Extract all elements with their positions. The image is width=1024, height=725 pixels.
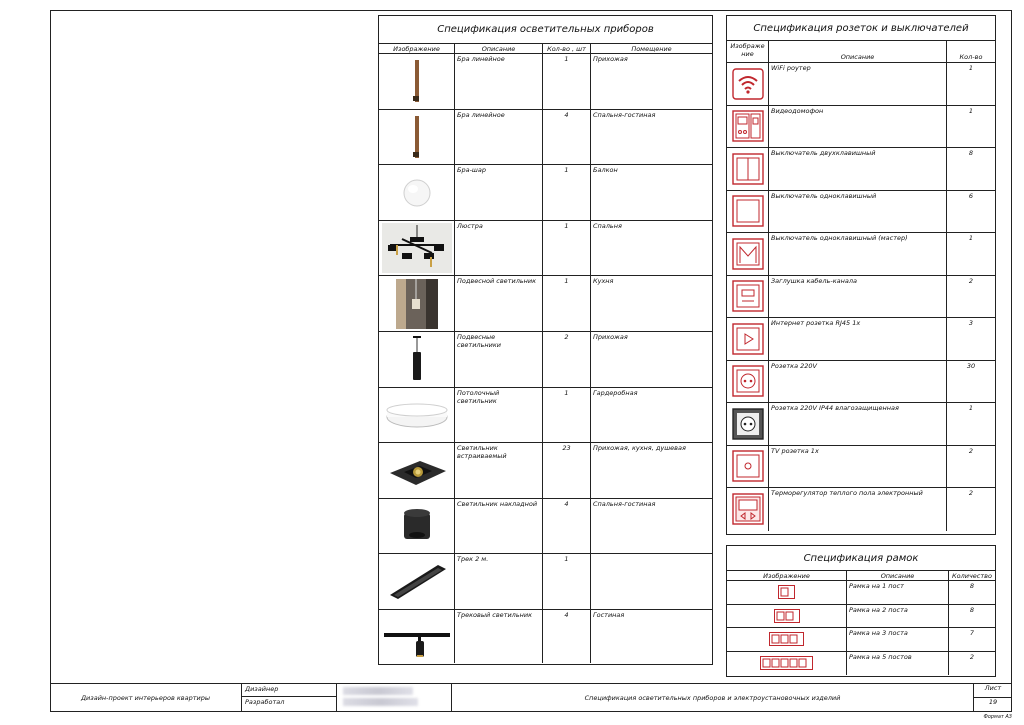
row-room: Гардеробная [593, 388, 638, 397]
table-row [727, 148, 995, 191]
paper-format: Формат А3 [983, 714, 1012, 720]
row-description: Видеодомофон [769, 106, 947, 148]
row-description: Рамка на 3 поста [847, 628, 949, 651]
row-description: Выключатель одноклавишный [769, 191, 947, 233]
row-description: Рамка на 5 постов [847, 652, 949, 676]
row-quantity: 1 [968, 106, 974, 115]
table-row [727, 488, 995, 531]
sphere-sconce-thumbnail [379, 165, 455, 220]
chandelier-thumbnail [379, 221, 455, 276]
single-switch-icon [727, 191, 769, 233]
row-room: Прихожая [593, 55, 628, 63]
row-quantity: 1 [543, 54, 591, 109]
header-image: Изображение [727, 571, 847, 580]
ceiling-disc-thumbnail [379, 388, 455, 443]
row-description: Интернет розетка RJ45 1х [769, 318, 947, 360]
table-row [379, 610, 712, 663]
frame-5-post-icon [727, 652, 847, 676]
table-row [379, 443, 712, 499]
tv-socket-icon [727, 446, 769, 488]
frames-spec-title: Спецификация рамок [727, 546, 995, 571]
pendant-interior-thumbnail [379, 276, 455, 331]
table-row [727, 446, 995, 489]
table-row [727, 361, 995, 404]
sheet-number-box [974, 684, 1012, 712]
row-quantity: 1 [543, 388, 591, 443]
table-row [379, 165, 712, 221]
row-description: Подвесные светильники [455, 332, 543, 387]
recessed-light-thumbnail [379, 443, 455, 498]
cable-plug-icon [727, 276, 769, 318]
project-name [50, 684, 242, 712]
row-description: Подвесной светильник [455, 276, 543, 331]
names-column [337, 684, 452, 712]
row-room: Прихожая [593, 332, 628, 341]
designer-label: Дизайнер [242, 684, 336, 697]
row-description: Рамка на 1 пост [847, 581, 949, 604]
sockets-spec-title: Спецификация розеток и выключателей [727, 16, 995, 41]
row-description: Розетка 220V IP44 влагозащищенная [769, 403, 947, 445]
header-description: Описание [455, 44, 543, 53]
row-description: Розетка 220V [769, 361, 947, 403]
table-row [727, 318, 995, 361]
sockets-spec-header [727, 41, 995, 63]
table-row [379, 554, 712, 610]
row-description: Заглушка кабель-канала [769, 276, 947, 318]
table-row [379, 54, 712, 110]
row-description: Светильник встраиваемый [455, 443, 543, 498]
frame-2-post-icon [727, 605, 847, 628]
lighting-spec-title: Спецификация осветительных приборов [379, 16, 712, 44]
row-description: Бра-шар [455, 165, 543, 220]
roles-column [242, 684, 337, 712]
linear-wall-sconce-thumbnail [379, 110, 455, 165]
row-quantity: 1 [968, 64, 974, 72]
table-row [379, 499, 712, 555]
table-row [379, 221, 712, 277]
row-room: Прихожая, кухня, душевая [593, 444, 686, 453]
table-row [727, 605, 995, 629]
sockets-spec-table [726, 15, 996, 535]
sheet-number: 19 [988, 698, 998, 706]
header-description: Описание [847, 571, 949, 580]
row-room: Кухня [593, 277, 614, 286]
row-room: Гостиная [593, 610, 625, 619]
waterproof-socket-icon [727, 403, 769, 445]
row-description: Люстра [455, 221, 543, 276]
table-row [727, 628, 995, 652]
table-row [379, 332, 712, 388]
row-description: Терморегулятор теплого пола электронный [769, 488, 947, 531]
row-quantity: 1 [543, 276, 591, 331]
redacted-name [343, 698, 418, 706]
title-block [50, 683, 1012, 712]
frame-1-post-icon [727, 581, 847, 604]
table-row [727, 403, 995, 446]
row-quantity: 30 [966, 361, 976, 370]
row-quantity: 3 [968, 319, 974, 327]
lighting-spec-table [378, 15, 713, 665]
row-room: Балкон [593, 166, 618, 175]
table-row [379, 276, 712, 332]
header-image: Изображение [727, 41, 769, 62]
thermostat-icon [727, 488, 769, 531]
row-description: Трек 2 м. [455, 554, 543, 609]
row-description: Выключатель одноклавишный (мастер) [769, 233, 947, 275]
sheet-title [452, 684, 974, 712]
header-image: Изображение [379, 44, 455, 53]
row-quantity: 8 [968, 149, 974, 157]
frames-spec-header [727, 571, 995, 581]
row-quantity: 2 [969, 652, 975, 661]
row-description: Бра линейное [455, 110, 543, 165]
header-quantity: Кол-во [959, 53, 983, 61]
row-description: Трековый светильник [455, 610, 543, 663]
row-description: Выключатель двухклавишный [769, 148, 947, 190]
header-quantity: Количество [952, 572, 992, 580]
project-name-text: Дизайн-проект интерьеров квартиры [80, 694, 211, 702]
row-quantity: 2 [543, 332, 591, 387]
row-quantity: 1 [968, 234, 974, 242]
row-room [591, 554, 712, 609]
row-quantity: 8 [969, 605, 975, 614]
row-description: Потолочный светильник [455, 388, 543, 443]
row-quantity: 1 [968, 404, 974, 412]
sheet-title-text: Спецификация осветительных приборов и электроустановочных изделий [584, 694, 841, 702]
developer-label: Разработал [245, 698, 285, 707]
surface-light-thumbnail [379, 499, 455, 554]
row-description: Светильник накладной [455, 499, 543, 554]
row-room: Спальня-гостиная [593, 499, 656, 508]
frame-3-post-icon [727, 628, 847, 651]
table-row [727, 191, 995, 234]
row-quantity: 2 [968, 446, 974, 455]
wifi-icon [727, 63, 769, 105]
header-room: Помещение [631, 45, 672, 53]
row-quantity: 1 [543, 165, 591, 220]
row-room: Спальня-гостиная [593, 110, 656, 119]
row-quantity: 23 [543, 443, 591, 498]
row-description: TV розетка 1х [769, 446, 947, 488]
header-description: Описание [769, 41, 947, 62]
redacted-name [343, 687, 413, 695]
pendant-cylinder-thumbnail [379, 332, 455, 387]
row-quantity: 7 [969, 629, 975, 637]
row-room: Спальня [593, 221, 622, 230]
table-row [727, 276, 995, 319]
double-switch-icon [727, 148, 769, 190]
power-socket-icon [727, 361, 769, 403]
table-row [727, 652, 995, 676]
row-quantity: 4 [543, 110, 591, 165]
sheet-label: Лист [974, 684, 1012, 698]
table-row [727, 63, 995, 106]
row-quantity: 2 [968, 489, 974, 497]
row-quantity: 8 [969, 582, 975, 590]
lighting-spec-header [379, 44, 712, 54]
row-quantity: 6 [968, 191, 974, 200]
table-row [727, 106, 995, 149]
row-quantity: 1 [543, 221, 591, 276]
intercom-icon [727, 106, 769, 148]
track-rail-thumbnail [379, 554, 455, 609]
row-description: WiFi роутер [769, 63, 947, 105]
row-quantity: 4 [543, 610, 591, 663]
table-row [727, 581, 995, 605]
rj45-socket-icon [727, 318, 769, 360]
row-quantity: 4 [543, 499, 591, 554]
table-row [379, 388, 712, 444]
track-spot-thumbnail [379, 610, 455, 663]
table-row [379, 110, 712, 166]
master-switch-icon [727, 233, 769, 275]
row-description: Рамка на 2 поста [847, 605, 949, 628]
row-description: Бра линейное [455, 54, 543, 109]
row-quantity: 1 [543, 554, 591, 609]
table-row [727, 233, 995, 276]
row-quantity: 2 [968, 276, 974, 285]
frames-spec-table [726, 545, 996, 677]
linear-wall-sconce-thumbnail [379, 54, 455, 109]
header-quantity: Кол-во , шт [543, 44, 591, 53]
